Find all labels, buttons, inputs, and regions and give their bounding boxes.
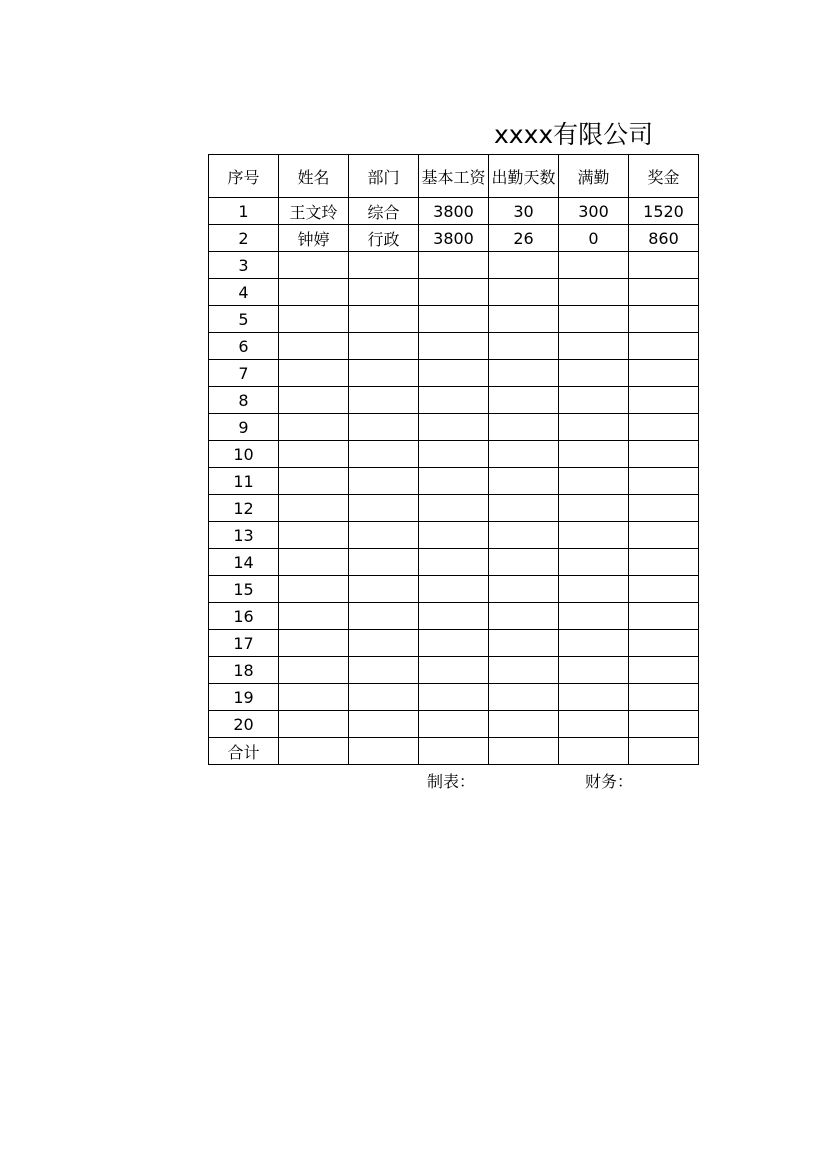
table-cell — [349, 441, 419, 468]
table-row — [209, 684, 699, 711]
table-cell — [629, 252, 699, 279]
table-cell — [279, 333, 349, 360]
table-cell: 14 — [209, 549, 279, 576]
table-cell — [279, 684, 349, 711]
table-cell — [489, 522, 559, 549]
table-cell: 16 — [209, 603, 279, 630]
table-cell — [489, 360, 559, 387]
table-cell — [559, 441, 629, 468]
table-row — [209, 252, 699, 279]
table-cell — [279, 279, 349, 306]
table-cell — [349, 252, 419, 279]
table-cell — [489, 279, 559, 306]
table-cell — [559, 522, 629, 549]
table-cell — [279, 630, 349, 657]
table-cell — [279, 603, 349, 630]
table-row — [209, 333, 699, 360]
table-cell — [629, 414, 699, 441]
table-cell — [419, 495, 489, 522]
header-bonus: 奖金 — [629, 155, 699, 198]
table-cell — [279, 387, 349, 414]
table-cell — [349, 657, 419, 684]
table-row — [209, 279, 699, 306]
table-cell: 13 — [209, 522, 279, 549]
table-cell — [349, 522, 419, 549]
table-cell — [419, 333, 489, 360]
table-cell — [419, 279, 489, 306]
table-cell: 1 — [209, 198, 279, 225]
header-base-salary: 基本工资 — [419, 155, 489, 198]
table-cell — [489, 576, 559, 603]
table-cell — [559, 279, 629, 306]
table-cell: 1520 — [629, 198, 699, 225]
table-cell — [629, 441, 699, 468]
table-cell — [489, 657, 559, 684]
table-cell — [629, 306, 699, 333]
maker-label: 制表： — [427, 772, 476, 791]
table-body — [209, 198, 699, 738]
table-cell — [489, 684, 559, 711]
table-cell — [629, 657, 699, 684]
table-cell — [559, 360, 629, 387]
table-cell — [419, 630, 489, 657]
table-cell — [489, 603, 559, 630]
table-cell — [419, 684, 489, 711]
table-cell — [349, 549, 419, 576]
table-row — [209, 711, 699, 738]
table-cell: 300 — [559, 198, 629, 225]
total-row — [209, 738, 699, 765]
table-cell: 0 — [559, 225, 629, 252]
table-cell — [629, 495, 699, 522]
table-row — [209, 549, 699, 576]
table-cell: 15 — [209, 576, 279, 603]
table-cell — [419, 657, 489, 684]
table-cell — [349, 360, 419, 387]
table-cell: 5 — [209, 306, 279, 333]
table-cell — [489, 711, 559, 738]
table-cell — [559, 576, 629, 603]
table-cell — [629, 279, 699, 306]
table-cell — [279, 360, 349, 387]
table-cell — [559, 495, 629, 522]
table-cell: 12 — [209, 495, 279, 522]
table-cell — [489, 549, 559, 576]
table-cell — [629, 738, 699, 765]
table-cell: 6 — [209, 333, 279, 360]
header-attendance-days: 出勤天数 — [489, 155, 559, 198]
table-cell — [559, 738, 629, 765]
table-cell — [489, 387, 559, 414]
table-cell: 30 — [489, 198, 559, 225]
table-cell: 王文玲 — [279, 198, 349, 225]
table-cell — [279, 468, 349, 495]
finance-label: 财务： — [585, 772, 634, 791]
table-cell — [559, 630, 629, 657]
table-row — [209, 657, 699, 684]
table-cell — [349, 576, 419, 603]
table-cell — [279, 522, 349, 549]
table-cell: 7 — [209, 360, 279, 387]
table-cell — [279, 495, 349, 522]
table-cell — [559, 333, 629, 360]
table-cell — [349, 630, 419, 657]
table-cell — [559, 657, 629, 684]
table-cell: 钟婷 — [279, 225, 349, 252]
table-cell — [419, 738, 489, 765]
header-name: 姓名 — [279, 155, 349, 198]
table-cell — [279, 738, 349, 765]
table-header-row — [209, 155, 699, 198]
table-row — [209, 387, 699, 414]
table-cell — [629, 387, 699, 414]
table-cell: 4 — [209, 279, 279, 306]
table-cell — [629, 522, 699, 549]
table-row — [209, 306, 699, 333]
table-cell — [419, 306, 489, 333]
table-cell — [279, 657, 349, 684]
table-row — [209, 576, 699, 603]
table-cell — [349, 306, 419, 333]
table-cell — [629, 711, 699, 738]
table-cell — [559, 684, 629, 711]
table-cell — [489, 468, 559, 495]
table-cell — [629, 603, 699, 630]
table-cell — [419, 711, 489, 738]
table-cell: 3 — [209, 252, 279, 279]
table-cell — [629, 684, 699, 711]
table-cell — [489, 333, 559, 360]
table-cell — [559, 468, 629, 495]
header-department: 部门 — [349, 155, 419, 198]
table-cell — [489, 630, 559, 657]
table-row — [209, 468, 699, 495]
table-cell: 综合 — [349, 198, 419, 225]
table-cell — [629, 468, 699, 495]
table-row — [209, 522, 699, 549]
table-cell — [349, 738, 419, 765]
table-cell — [419, 576, 489, 603]
table-cell: 26 — [489, 225, 559, 252]
table-row — [209, 360, 699, 387]
table-cell — [629, 333, 699, 360]
table-cell — [489, 306, 559, 333]
table-cell — [419, 387, 489, 414]
table-cell — [489, 738, 559, 765]
table-cell — [629, 549, 699, 576]
table-cell — [349, 711, 419, 738]
table-cell: 行政 — [349, 225, 419, 252]
table-cell — [559, 252, 629, 279]
table-cell — [559, 603, 629, 630]
table-cell — [489, 252, 559, 279]
table-cell — [349, 279, 419, 306]
table-cell — [559, 711, 629, 738]
table-cell: 3800 — [419, 198, 489, 225]
table-cell — [559, 306, 629, 333]
page-title: xxxx有限公司 — [494, 120, 654, 149]
table-cell: 10 — [209, 441, 279, 468]
table-cell — [349, 414, 419, 441]
table-cell: 17 — [209, 630, 279, 657]
table-cell — [629, 630, 699, 657]
table-cell — [489, 495, 559, 522]
table-row — [209, 495, 699, 522]
table-cell: 19 — [209, 684, 279, 711]
table-cell — [629, 576, 699, 603]
table-cell — [349, 495, 419, 522]
table-cell — [279, 252, 349, 279]
table-cell: 20 — [209, 711, 279, 738]
table-row — [209, 414, 699, 441]
table-cell: 18 — [209, 657, 279, 684]
total-label: 合计 — [209, 738, 279, 765]
table-cell — [559, 414, 629, 441]
table-cell — [279, 414, 349, 441]
table-cell: 11 — [209, 468, 279, 495]
table-cell — [419, 468, 489, 495]
table-cell — [629, 360, 699, 387]
table-cell — [279, 306, 349, 333]
table-cell — [349, 603, 419, 630]
table-cell — [419, 252, 489, 279]
table-cell — [419, 414, 489, 441]
table-cell — [559, 387, 629, 414]
table-cell — [349, 333, 419, 360]
table-cell — [279, 576, 349, 603]
table-cell — [559, 549, 629, 576]
table-cell: 9 — [209, 414, 279, 441]
table-cell — [419, 522, 489, 549]
table-row — [209, 630, 699, 657]
table-row — [209, 198, 699, 225]
table-cell: 2 — [209, 225, 279, 252]
table-cell: 3800 — [419, 225, 489, 252]
table-cell — [419, 549, 489, 576]
table-row — [209, 441, 699, 468]
table-cell — [279, 711, 349, 738]
table-cell — [349, 468, 419, 495]
table-cell: 860 — [629, 225, 699, 252]
table-cell: 8 — [209, 387, 279, 414]
table-cell — [489, 414, 559, 441]
table-cell — [349, 387, 419, 414]
table-row — [209, 603, 699, 630]
table-cell — [419, 603, 489, 630]
table-cell — [349, 684, 419, 711]
table-cell — [279, 441, 349, 468]
table-cell — [279, 549, 349, 576]
table-cell — [489, 441, 559, 468]
table-cell — [419, 441, 489, 468]
salary-table — [208, 154, 699, 765]
table-cell — [419, 360, 489, 387]
header-index: 序号 — [209, 155, 279, 198]
header-full-attendance: 满勤 — [559, 155, 629, 198]
table-row — [209, 225, 699, 252]
